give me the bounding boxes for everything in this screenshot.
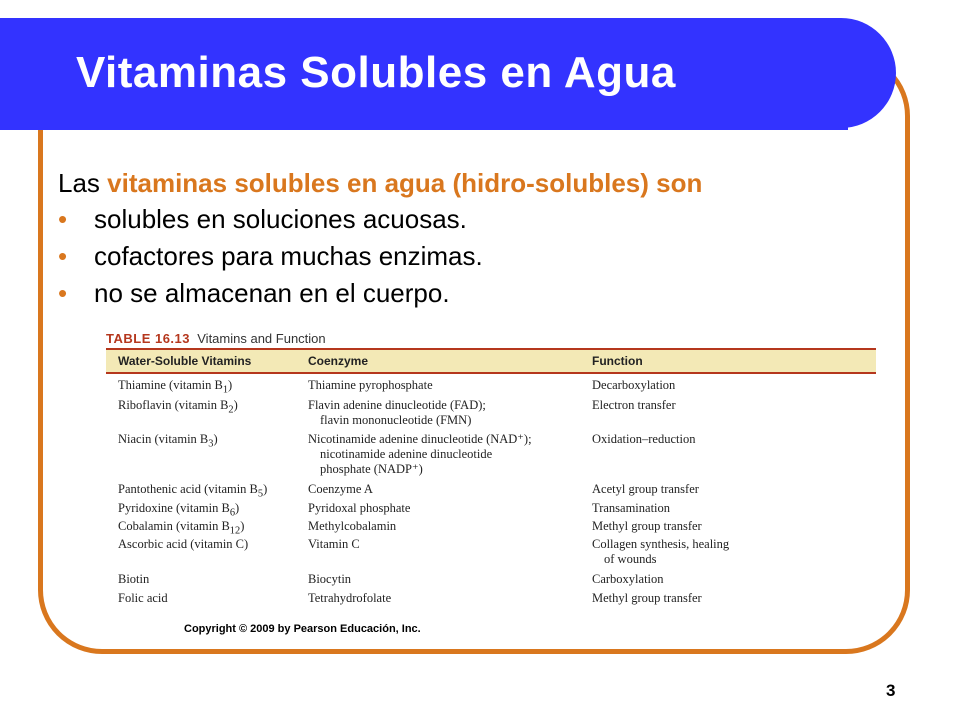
coenzyme-line: Biocytin: [308, 572, 352, 586]
coenzyme-cell: [308, 501, 410, 516]
vitamin-subscript: 6: [229, 507, 236, 519]
coenzyme-line: phosphate (NADP⁺): [320, 462, 423, 476]
bullet-text: cofactores para muchas enzimas.: [94, 241, 483, 271]
intro-highlight: vitaminas solubles en agua (hidro-solubles) son: [107, 168, 703, 198]
coenzyme-cell: [308, 519, 396, 534]
coenzyme-line: nicotinamide adenine dinucleotide: [320, 447, 493, 461]
function-line: Collagen synthesis, healing: [592, 537, 730, 551]
vitamin-close: ): [235, 501, 240, 515]
bullet-item: [58, 278, 483, 315]
vitamin-name: Niacin (vitamin B: [118, 432, 209, 446]
intro-line: [58, 168, 702, 199]
coenzyme-line: Flavin adenine dinucleotide (FAD);: [308, 398, 486, 412]
function-cell: [592, 378, 675, 393]
slide-title: Vitaminas Solubles en Agua: [76, 48, 676, 97]
function-cell: [592, 519, 702, 534]
bullet-item: [58, 204, 483, 241]
table-row: [118, 378, 232, 398]
function-line: Methyl group transfer: [592, 591, 702, 605]
intro-prefix: Las: [58, 168, 108, 198]
bullet-dot: •: [58, 204, 68, 234]
coenzyme-cell: [308, 378, 433, 393]
coenzyme-cell: [308, 398, 486, 428]
vitamin-name: Ascorbic acid (vitamin C): [118, 537, 249, 551]
function-cell: [592, 482, 699, 497]
vitamin-name: Pyridoxine (vitamin B: [118, 501, 230, 515]
vitamin-name: Biotin: [118, 572, 150, 586]
function-line: Decarboxylation: [592, 378, 676, 392]
vitamin-subscript: 3: [208, 438, 214, 450]
header-function: Function: [592, 354, 643, 368]
function-line: Electron transfer: [592, 398, 676, 412]
coenzyme-line: Thiamine pyrophosphate: [308, 378, 433, 392]
copyright-notice: Copyright © 2009 by Pearson Educación, Inc.: [184, 623, 421, 635]
function-line: Oxidation–reduction: [592, 432, 696, 446]
vitamin-name: Riboflavin (vitamin B: [118, 398, 229, 412]
function-line: Methyl group transfer: [592, 519, 702, 533]
function-line: Transamination: [592, 501, 671, 515]
vitamin-name: Cobalamin (vitamin B: [118, 519, 230, 533]
vitamin-name: Pantothenic acid (vitamin B: [118, 482, 258, 496]
coenzyme-line: Tetrahydrofolate: [308, 591, 392, 605]
function-cell: [592, 537, 729, 567]
table-header-row: [106, 350, 876, 374]
table-row: [118, 398, 238, 418]
table-row: [118, 519, 244, 539]
table-caption-text: Vitamins and Function: [197, 331, 326, 346]
vitamin-close: ): [233, 398, 238, 412]
title-underline: [0, 124, 848, 130]
coenzyme-cell: [308, 591, 391, 606]
vitamin-name: Folic acid: [118, 591, 168, 605]
table-row: [118, 501, 239, 521]
header-coenzyme: Coenzyme: [308, 354, 369, 368]
function-cell: [592, 432, 695, 447]
vitamin-close: ): [213, 432, 218, 446]
coenzyme-line: Vitamin C: [308, 537, 360, 551]
function-cell: [592, 572, 664, 587]
vitamin-close: ): [263, 482, 268, 496]
coenzyme-line: Pyridoxal phosphate: [308, 501, 411, 515]
vitamin-subscript: 2: [228, 404, 234, 416]
coenzyme-cell: [308, 432, 532, 477]
table-row: [118, 537, 248, 552]
bullet-text: no se almacenan en el cuerpo.: [94, 278, 450, 308]
function-cell: [592, 591, 702, 606]
coenzyme-line: flavin mononucleotide (FMN): [320, 413, 472, 427]
coenzyme-line: Methylcobalamin: [308, 519, 397, 533]
bullet-item: [58, 241, 483, 278]
coenzyme-line: Coenzyme A: [308, 482, 373, 496]
function-line: Acetyl group transfer: [592, 482, 699, 496]
table-row: [118, 572, 149, 587]
table-caption: [106, 331, 326, 346]
vitamin-subscript: 5: [257, 488, 264, 500]
header-vitamins: Water-Soluble Vitamins: [118, 354, 252, 368]
page-number: 3: [886, 681, 896, 700]
bullet-text: solubles en soluciones acuosas.: [94, 204, 467, 234]
function-line: Carboxylation: [592, 572, 664, 586]
function-cell: [592, 398, 676, 413]
table-number: TABLE 16.13: [106, 331, 191, 346]
vitamin-name: Thiamine (vitamin B: [118, 378, 223, 392]
function-line: of wounds: [604, 552, 657, 566]
vitamin-subscript: 1: [222, 384, 229, 396]
vitamin-subscript: 12: [229, 525, 241, 537]
coenzyme-cell: [308, 537, 360, 552]
function-cell: [592, 501, 670, 516]
bullet-dot: •: [58, 278, 68, 308]
vitamin-close: ): [228, 378, 233, 392]
coenzyme-cell: [308, 572, 351, 587]
coenzyme-cell: [308, 482, 373, 497]
bullet-dot: •: [58, 241, 68, 271]
bullet-list: [58, 204, 483, 315]
vitamin-close: ): [240, 519, 245, 533]
table-row: [118, 482, 267, 502]
table-body: [106, 374, 876, 614]
table-row: [118, 432, 218, 452]
table-row: [118, 591, 168, 606]
coenzyme-line: Nicotinamide adenine dinucleotide (NAD⁺);: [308, 432, 532, 446]
